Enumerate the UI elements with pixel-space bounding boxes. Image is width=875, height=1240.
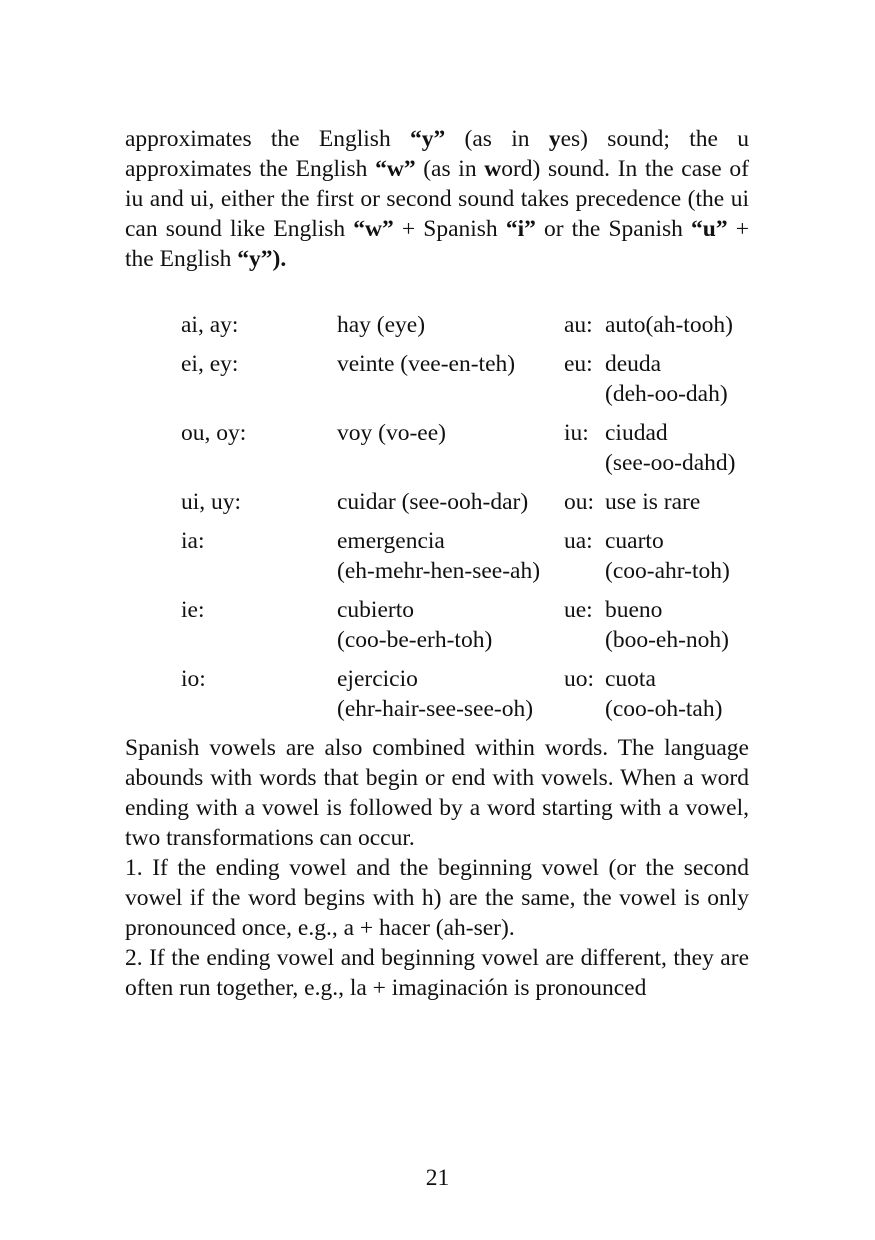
intro-text: es) sound; the u approximates the English [125,126,749,182]
diphthong-combo-secondary: ue: [564,597,593,623]
intro-text: or the Spanish [535,216,692,242]
body-paragraph-rule-1: 1. If the ending vowel and the beginning vowel (or the second vowel if the word begins with h) are the same, the vowel is only pronounced once, e.g., a + hacer (ah-ser). [125,855,749,941]
diphthong-example [337,595,564,664]
diphthong-combo: ia: [181,528,205,554]
bold-quote: “w” [375,156,416,182]
diphthong-example-line: emergencia [337,528,445,554]
diphthong-example-secondary-line: (coo-ahr-toh) [605,558,730,584]
diphthong-combo-secondary: ua: [564,528,593,554]
diphthong-example-line: hay (eye) [337,312,426,338]
diphthong-example [337,526,564,595]
bold-letter: y [548,126,561,152]
intro-text: approximates the English [125,126,410,152]
diphthong-example-secondary-line: use is rare [605,489,701,515]
diphthong-combo-secondary: uo: [564,666,595,692]
intro-text: ord) sound. In the case of iu and ui, either the first or second sound takes precedence (the ui can sound like English [125,156,749,242]
diphthong-example-secondary [605,418,736,487]
body-paragraph-rule-2: 2. If the ending vowel and beginning vowel are different, they are often run together, e.g., la + imaginación is pronounced [125,945,749,1001]
diphthong-example-secondary-line: deuda [605,351,662,377]
diphthong-example [337,310,564,349]
diphthong-example-secondary-line: auto(ah-tooh) [605,312,733,338]
diphthong-combo-secondary: ou: [564,489,595,515]
diphthong-example-line: (ehr-hair-see-see-oh) [337,696,534,722]
diphthong-example-secondary-line: (deh-oo-dah) [605,381,728,407]
diphthong-example-line: voy (vo-ee) [337,420,446,446]
diphthong-example-secondary [605,595,736,664]
diphthong-example-line: ejercicio [337,666,418,692]
diphthong-combo: ou, oy: [181,420,247,446]
diphthong-example-line: cuidar (see-ooh-dar) [337,489,529,515]
diphthong-example-secondary-line: (see-oo-dahd) [605,450,736,476]
intro-text: (as in [445,126,549,152]
diphthong-table-body [181,310,736,733]
diphthong-row [181,664,736,733]
bold-quote: “i” [505,216,536,242]
bold-quote: “y”). [237,246,287,272]
diphthong-example-line: (eh-mehr-hen-see-ah) [337,558,541,584]
diphthong-combo: io: [181,666,206,692]
diphthong-example-secondary [605,487,736,526]
diphthong-example-secondary [605,526,736,595]
diphthong-example [337,349,564,418]
intro-text: (as in [415,156,485,182]
diphthong-example-secondary-line: (boo-eh-noh) [605,627,729,653]
intro-text: + Spanish [393,216,506,242]
bold-letter: w [484,156,502,182]
intro-text: + the English [125,216,749,272]
diphthong-example-line: cubierto [337,597,414,623]
bold-quote: “u” [691,216,728,242]
body-paragraph-combined-vowels: Spanish vowels are also combined within words. The language abounds with words that begin or end with vowels. When a word ending with a vowel is followed by a word starting with a vowel, two transformations can occur. [125,735,749,851]
diphthong-combo-secondary: eu: [564,351,593,377]
diphthong-combo: ei, ey: [181,351,239,377]
diphthong-example [337,487,564,526]
diphthong-table [181,310,736,733]
diphthong-example-secondary-line: bueno [605,597,663,623]
diphthong-row [181,487,736,526]
diphthong-example [337,664,564,733]
diphthong-example-secondary [605,310,736,349]
bold-quote: “w” [353,216,394,242]
diphthong-combo-secondary: au: [564,312,593,338]
diphthong-row [181,418,736,487]
diphthong-example-line: veinte (vee-en-teh) [337,351,516,377]
intro-paragraph [125,124,749,274]
diphthong-combo: ie: [181,597,205,623]
diphthong-row [181,595,736,664]
diphthong-combo: ai, ay: [181,312,239,338]
diphthong-example-line: (coo-be-erh-toh) [337,627,493,653]
diphthong-row [181,349,736,418]
bold-quote: “y” [410,126,446,152]
page-number: 21 [425,1165,450,1191]
diphthong-example-secondary [605,349,736,418]
diphthong-combo: ui, uy: [181,489,242,515]
diphthong-row [181,310,736,349]
diphthong-example-secondary-line: (coo-oh-tah) [605,696,723,722]
diphthong-combo-secondary: iu: [564,420,589,446]
diphthong-example-secondary-line: cuarto [605,528,664,554]
diphthong-example-secondary [605,664,736,733]
diphthong-row [181,526,736,595]
diphthong-example-secondary-line: ciudad [605,420,668,446]
diphthong-example-secondary-line: cuota [605,666,656,692]
diphthong-example [337,418,564,487]
page-content [125,124,749,1003]
